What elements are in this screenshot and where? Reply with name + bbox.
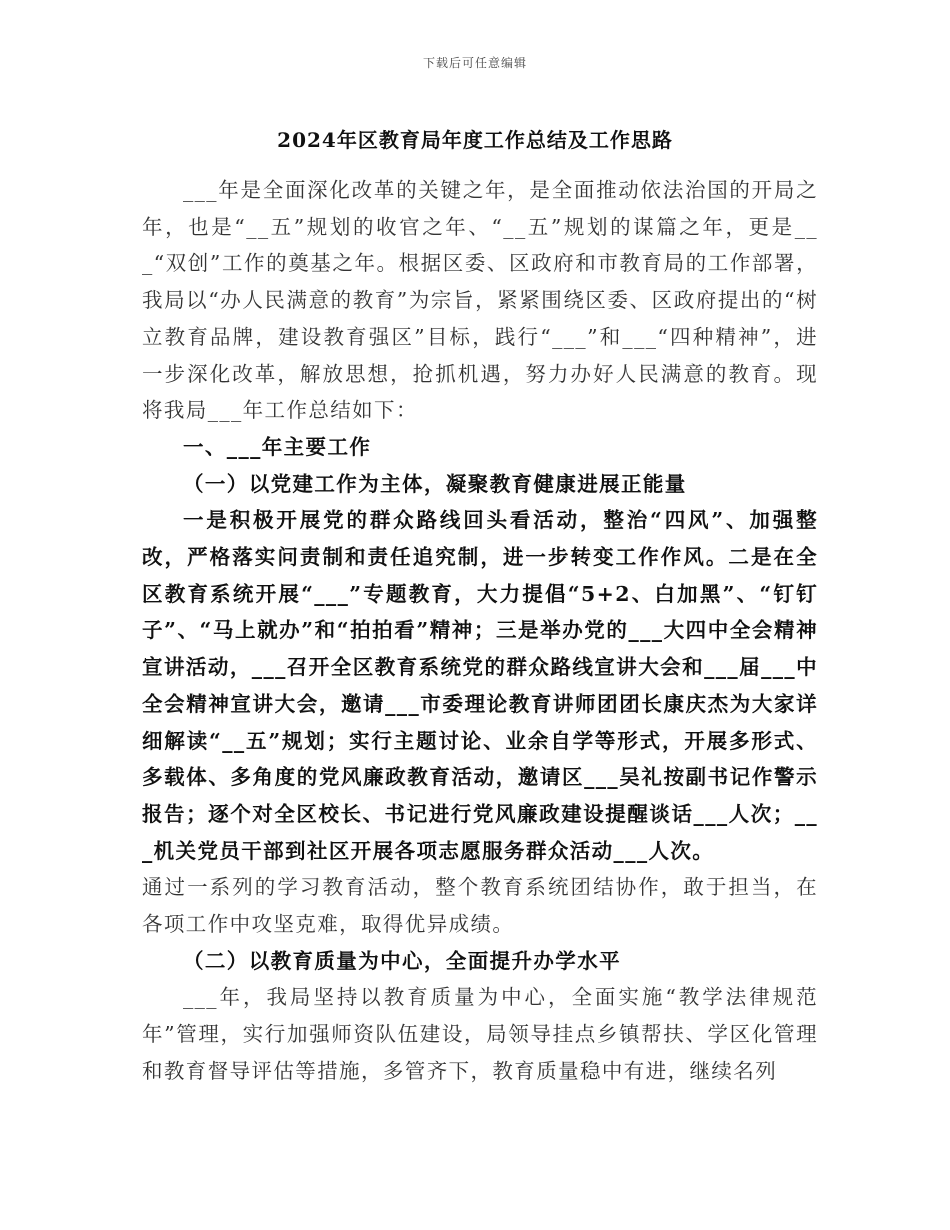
section-heading-main-work: 一、___年主要工作 xyxy=(183,434,372,459)
header-note: 下载后可任意编辑 xyxy=(422,56,527,70)
paragraph-intro: ___年是全面深化改革的关键之年，是全面推动依法治国的开局之年，也是“__五”规划的收官之年、“__五”规划的谋篇之年，更是___“双创”工作的奠基之年。根据区委、区政府和市教育局的工作部署，我局以“办人民满意的教育”为宗旨，紧紧围绕区委、区政府提出的“树立教育品牌，建设教育强区”目标，践行“___”和___“四种精神”，进一步深化改革，解放思想，抢抓机遇，努力办好人民满意的教育。现将我局___年工作总结如下： xyxy=(142,178,818,423)
subsection-heading-education-quality: （二）以教育质量为中心，全面提升办学水平 xyxy=(183,948,621,973)
paragraph-education-quality: ___年，我局坚持以教育质量为中心，全面实施“教学法律规范年”管理，实行加强师资队伍建设，局领导挂点乡镇帮扶、学区化管理和教育督导评估等措施，多管齐下，教育质量稳中有进，继续名列 xyxy=(142,985,818,1083)
paragraph-party-building-summary: 通过一系列的学习教育活动，整个教育系统团结协作，敢于担当，在各项工作中攻坚克难，取得优异成绩。 xyxy=(142,875,818,937)
document-body xyxy=(142,172,818,1090)
subsection-heading-party-building: （一）以党建工作为主体，凝聚教育健康进展正能量 xyxy=(183,471,687,496)
document-title: 2024年区教育局年度工作总结及工作思路 xyxy=(277,128,673,152)
paragraph-party-building-details: 一是积极开展党的群众路线回头看活动，整治“四风”、加强整改，严格落实问责制和责任追究制，进一步转变工作作风。二是在全区教育系统开展“___”专题教育，大力提倡“5+2、白加黑”、“钉钉子”、“马上就办”和“拍拍看”精神；三是举办党的___大四中全会精神宣讲活动，___召开全区教育系统党的群众路线宣讲大会和___届___中全会精神宣讲大会，邀请___市委理论教育讲师团团长康庆杰为大家详细解读“__五”规划；实行主题讨论、业余自学等形式，开展多形式、多载体、多角度的党风廉政教育活动，邀请区___吴礼按副书记作警示报告；逐个对全区校长、书记进行党风廉政建设提醒谈话___人次；___机关党员干部到社区开展各项志愿服务群众活动___人次。 xyxy=(142,508,818,863)
